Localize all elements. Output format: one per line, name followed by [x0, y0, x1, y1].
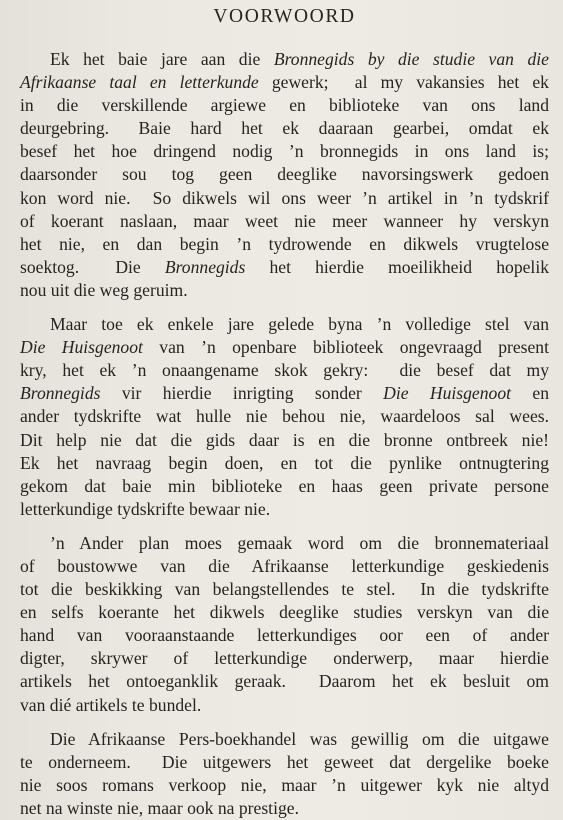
italic-text: Afrikaanse taal en letterkunde [20, 72, 259, 93]
italic-text: Bronnegids [20, 383, 101, 404]
text-segment: gekom dat baie min biblioteke en haas geen private persone [20, 475, 549, 496]
text-line [20, 48, 549, 71]
text-line [20, 475, 549, 498]
text-segment: van ’n openbare biblioteek ongevraagd present [142, 337, 549, 358]
text-segment: Ek het baie jare aan die [50, 49, 274, 69]
text-segment: nie soos romans verkoop nie, maar ’n uitgewer kyk nie altyd [20, 774, 549, 795]
text-segment: Maar toe ek enkele jare gelede byna ’n volledige stel van [50, 314, 549, 335]
text-line [20, 774, 549, 797]
text-segment: letterkundige tydskrifte bewaar nie. [20, 498, 271, 519]
text-line [20, 452, 549, 475]
text-segment: van dié artikels te bundel. [20, 694, 202, 715]
text-line [20, 279, 549, 302]
text-line [20, 71, 549, 94]
text-line [20, 498, 549, 521]
paragraph [20, 728, 549, 820]
text-line [20, 728, 549, 751]
text-segment: kon word nie. So dikwels wil ons weer ’n artikel in ’n tydskrif [20, 187, 549, 208]
text-segment: besef het hoe dringend nodig ’n bronnegids in ons land is; [20, 141, 549, 162]
italic-text: Die Huisgenoot [383, 383, 512, 404]
text-segment: Dit help nie dat die gids daar is en die bronne ontbreek nie! [20, 429, 549, 450]
text-segment: nou uit die weg geruim. [20, 279, 188, 300]
text-line [20, 163, 549, 186]
text-segment: tot die beskikking van belangstellendes te stel. In die tydskrifte [20, 579, 549, 600]
text-segment: of boustowwe van die Afrikaanse letterkundige geskiedenis [20, 555, 549, 576]
text-segment: gewerk; al my vakansies het ek [258, 72, 549, 93]
text-line [20, 532, 549, 555]
text-segment: digter, skrywer of letterkundige onderwerp, maar hierdie [20, 648, 549, 669]
text-segment: en selfs koerante het dikwels deeglike studies verskyn van die [20, 602, 549, 623]
text-segment: te onderneem. Die uitgewers het geweet dat dergelike boeke [20, 751, 549, 772]
text-segment: in die verskillende argiewe en biblioteke van ons land [20, 95, 549, 116]
text-segment: kry, het ek ’n onaangename skok gekry: die besef dat my [20, 360, 549, 381]
text-segment: Die Afrikaanse Pers-boekhandel was gewillig om die uitgawe [50, 728, 549, 749]
text-segment: vir hierdie inrigting sonder [100, 383, 384, 404]
text-segment: het hierdie moeilikheid hopelik [245, 256, 550, 277]
italic-text: Die Huisgenoot [20, 337, 143, 358]
paragraph [20, 313, 549, 521]
text-line [20, 187, 549, 210]
text-line [20, 256, 549, 279]
text-segment: artikels het ontoeganklik geraak. Daarom het ek besluit om [20, 671, 549, 692]
text-line [20, 601, 549, 624]
text-segment: ander tydskrifte wat hulle nie behou nie, waardeloos sal wees. [20, 406, 549, 427]
text-line [20, 140, 549, 163]
text-line [20, 797, 549, 820]
text-line [20, 429, 549, 452]
paragraph [20, 532, 549, 717]
text-segment: net na winste nie, maar ook na prestige. [20, 797, 299, 818]
text-line [20, 647, 549, 670]
text-line [20, 694, 549, 717]
page-title: VOORWOORD [213, 6, 356, 27]
text-segment: ’n Ander plan moes gemaak word om die bronnemateriaal [50, 532, 549, 553]
text-line [20, 313, 549, 336]
text-line [20, 382, 549, 405]
text-line [20, 624, 549, 647]
italic-text: Bronnegids by die studie van die [273, 49, 549, 69]
text-line [20, 359, 549, 382]
text-line [20, 578, 549, 601]
text-line [20, 336, 549, 359]
text-segment: hand van vooraanstaande letterkundiges oor een of ander [20, 625, 549, 646]
text-line [20, 751, 549, 774]
paragraph [20, 48, 549, 302]
text-line [20, 94, 549, 117]
text-segment: daarsonder sou tog geen deeglike navorsingswerk gedoen [20, 164, 549, 185]
text-segment: soektog. Die [20, 256, 165, 277]
text-line [20, 210, 549, 233]
body-text [20, 48, 549, 820]
text-segment: Ek het navraag begin doen, en tot die pynlike ontnugtering [20, 452, 549, 473]
text-segment: en [511, 383, 549, 404]
text-line [20, 670, 549, 693]
text-segment: of koerant naslaan, maar weet nie meer wanneer hy verskyn [20, 210, 549, 231]
text-segment: deurgebring. Baie hard het ek daaraan gearbei, omdat ek [20, 118, 549, 139]
text-line [20, 117, 549, 140]
text-line [20, 555, 549, 578]
text-line [20, 405, 549, 428]
text-line [20, 233, 549, 256]
italic-text: Bronnegids [164, 256, 246, 277]
text-segment: het nie, en dan begin ’n tydrowende en dikwels vrugtelose [20, 233, 549, 254]
